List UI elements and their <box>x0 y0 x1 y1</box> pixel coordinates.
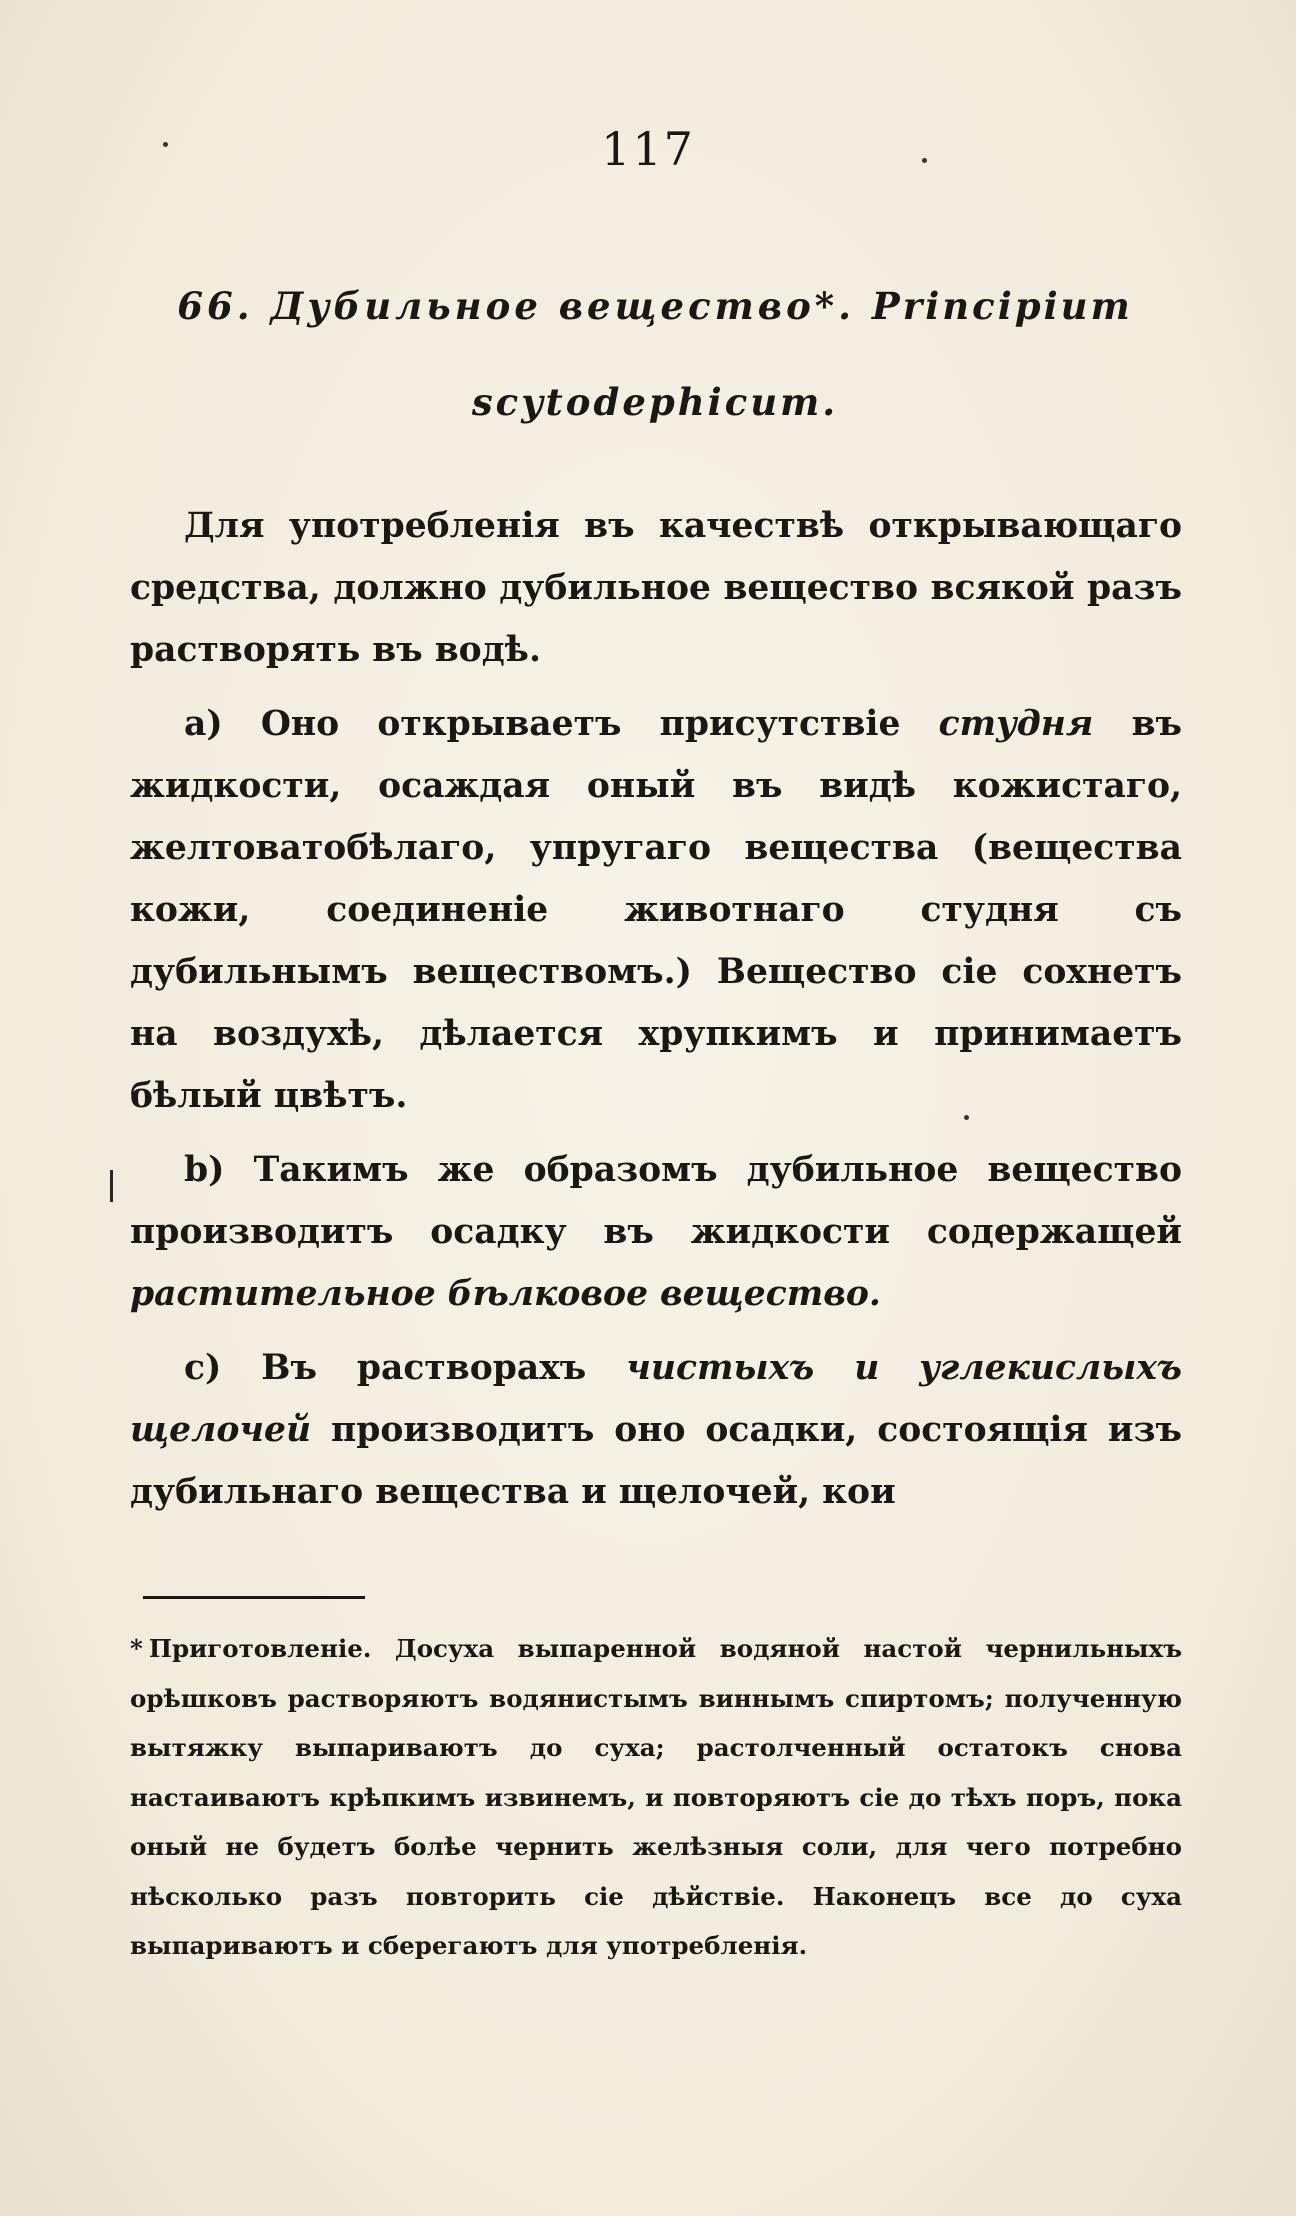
page-number: 117 <box>601 122 695 176</box>
section-title-line-1: 66. Дубильное вещество*. Principium <box>177 284 1133 328</box>
paragraph-c <box>130 1337 1182 1523</box>
paragraph-a-text-1: a) Оно открываетъ присутствіе <box>184 704 901 744</box>
section-number: 66. <box>177 284 254 328</box>
paragraph-c-emphasis: чистыхъ и углекислыхъ щелочей <box>130 1348 1182 1450</box>
paragraph-a-emphasis: студня <box>938 704 1094 744</box>
paragraph-a-text-2: въ жидкости, осаждая оный въ видѣ кожистаго, желтоватобѣлаго, упругаго вещества (вещества кожи, соединеніе животнаго студня съ дубильнымъ веществомъ.) Вещество сіе сохнетъ на воздухѣ, дѣлается хрупкимъ и принимаетъ бѣлый цвѣтъ. <box>130 704 1182 1116</box>
footnote <box>130 1624 1182 1971</box>
paragraph-a <box>130 693 1182 1127</box>
margin-mark <box>110 1170 113 1202</box>
footnote-marker: * <box>130 1634 143 1663</box>
paragraph-intro: Для употребленія въ качествѣ открывающаго средства, должно дубильное вещество всякой разъ растворять въ водѣ. <box>130 506 1182 670</box>
footnote-reference: * <box>814 284 839 328</box>
paragraph-c-text-2: производитъ оно осадки, состоящія изъ дубильнаго вещества и щелочей, кои <box>130 1410 1182 1512</box>
section-title-russian: Дубильное вещество <box>270 284 815 328</box>
paragraph-b <box>130 1139 1182 1325</box>
paragraph-c-text-1: c) Въ растворахъ <box>184 1348 587 1388</box>
paragraph-b-text-1: b) Такимъ же образомъ дубильное вещество производитъ осадку въ жидкости содержащей <box>130 1150 1182 1252</box>
footnote-divider <box>143 1596 365 1599</box>
section-title-latin-1: Principium <box>871 284 1133 328</box>
footnote-text: Приготовленіе. Досуха выпаренной водяной настой чернильныхъ орѣшковъ растворяютъ водянистымъ виннымъ спиртомъ; полученную вытяжку выпариваютъ до суха; растолченный остатокъ снова настаиваютъ крѣпкимъ извинемъ, и повторяютъ сіе до тѣхъ поръ, пока оный не будетъ болѣе чернить желѣзныя соли, для чего потребно нѣсколько разъ повторить сіе дѣйствіе. Наконецъ все до суха выпариваютъ и сберегаютъ для употребленія. <box>130 1634 1182 1960</box>
body-text <box>130 495 1182 1535</box>
section-title <box>130 258 1180 450</box>
section-title-latin-2: scytodephicum. <box>471 380 839 424</box>
paragraph-b-emphasis: растительное бѣлковое вещество. <box>130 1274 881 1314</box>
footnote-text-block <box>130 1624 1182 1971</box>
section-title-line-2 <box>130 354 1180 450</box>
